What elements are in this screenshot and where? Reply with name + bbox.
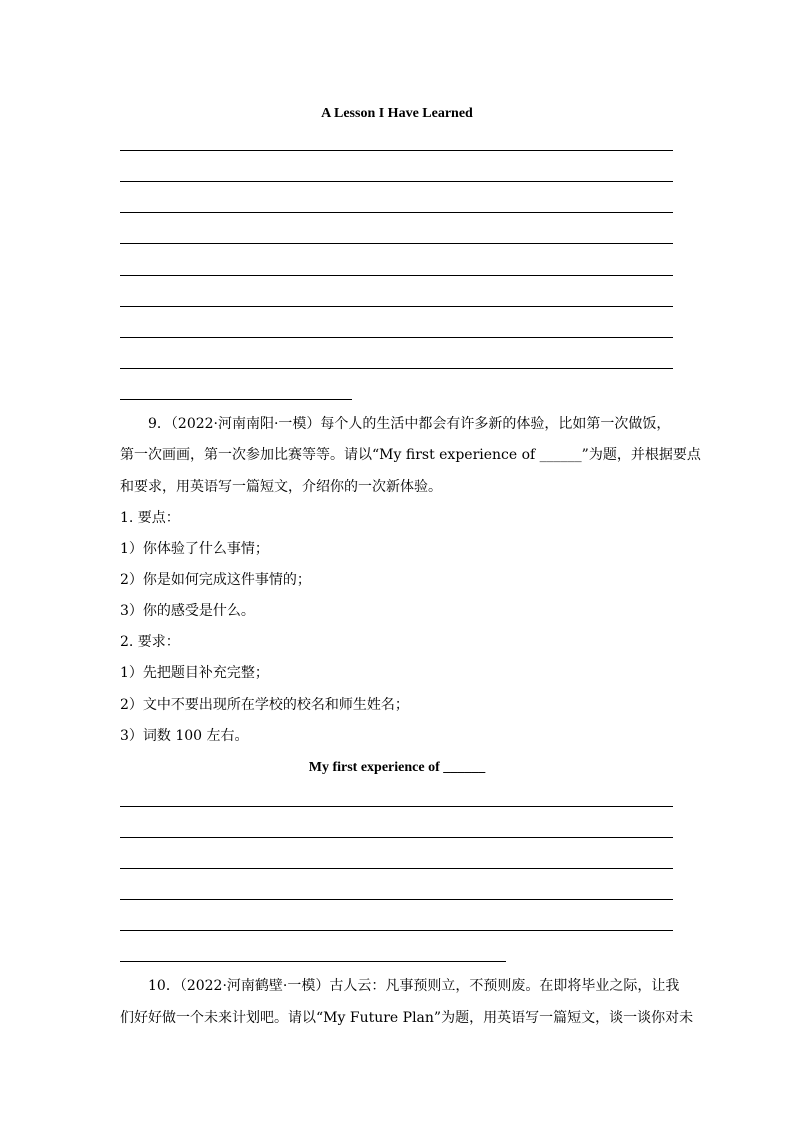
essay-title-lesson: A Lesson I Have Learned	[321, 106, 473, 121]
question9-prompt-line2: 第一次画画，第一次参加比赛等等。请以“My first experience of ______”为题，并根据要点	[120, 447, 701, 463]
writing-line	[120, 868, 673, 869]
writing-line	[120, 181, 673, 182]
question9-requirement3: 3）词数 100 左右。	[120, 728, 249, 744]
question10-prompt-line2: 们好好做一个未来计划吧。请以“My Future Plan”为题，用英语写一篇短文，谈一谈你对未	[120, 1010, 694, 1026]
writing-line	[120, 837, 673, 838]
writing-line	[120, 212, 673, 213]
writing-line	[120, 243, 673, 244]
question10-prompt-line1: 10．（2022·河南鹤壁·一模）古人云：凡事预则立，不预则废。在即将毕业之际，让我	[148, 978, 680, 994]
writing-line	[120, 306, 673, 307]
question9-point2: 2）你是如何完成这件事情的；	[120, 572, 311, 588]
writing-line	[120, 930, 673, 931]
writing-line	[120, 337, 673, 338]
question9-requirement1: 1）先把题目补充完整；	[120, 665, 269, 681]
essay-title-first-experience: My first experience of ______	[308, 760, 486, 775]
question9-point1: 1）你体验了什么事情；	[120, 541, 269, 557]
writing-line	[120, 899, 673, 900]
writing-line-end	[120, 961, 506, 962]
writing-line	[120, 275, 673, 276]
writing-line	[120, 368, 673, 369]
writing-line	[120, 150, 673, 151]
writing-line	[120, 806, 673, 807]
question9-point3: 3）你的感受是什么。	[120, 603, 255, 619]
question9-prompt-line1: 9．（2022·河南南阳·一模）每个人的生活中都会有许多新的体验，比如第一次做饭，	[148, 416, 671, 432]
question9-requirements-heading: 2. 要求：	[120, 634, 180, 650]
writing-line-end	[120, 399, 352, 400]
question9-points-heading: 1. 要点：	[120, 510, 180, 526]
question9-prompt-line3: 和要求，用英语写一篇短文，介绍你的一次新体验。	[120, 479, 442, 495]
question9-requirement2: 2）文中不要出现所在学校的校名和师生姓名；	[120, 697, 409, 713]
